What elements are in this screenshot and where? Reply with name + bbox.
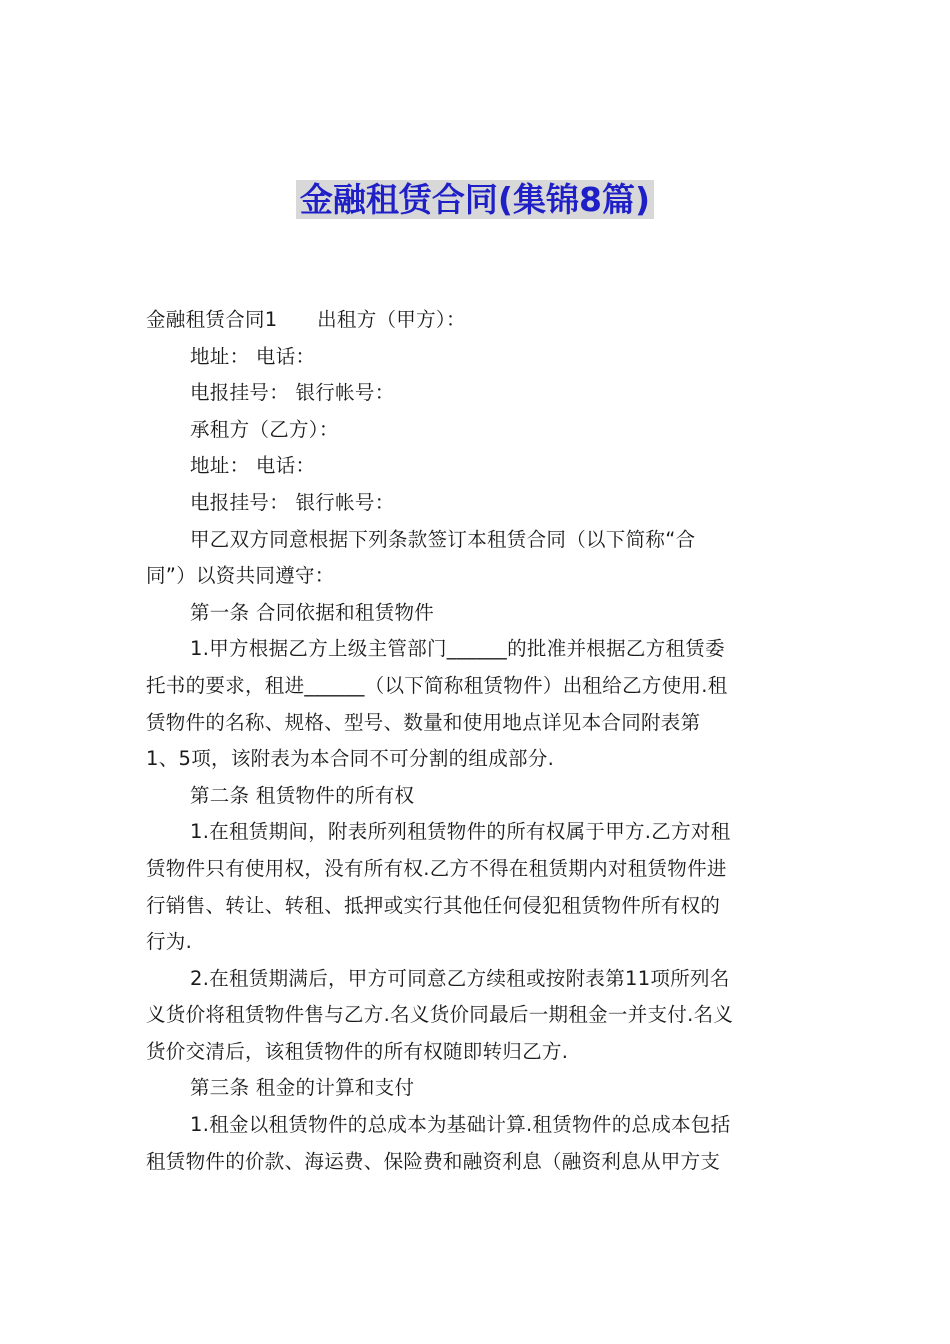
- document-body: [146, 302, 810, 1180]
- text-line: 甲乙双方同意根据下列条款签订本租赁合同（以下简称“合: [190, 527, 696, 551]
- section-heading: 第三条 租金的计算和支付: [190, 1076, 415, 1100]
- text-line: 1、5项，该附表为本合同不可分割的组成部分.: [146, 747, 555, 771]
- title-text: 金融租赁合同(集锦8篇): [296, 180, 654, 219]
- text-line: 货价交清后，该租赁物件的所有权随即转归乙方.: [146, 1039, 569, 1063]
- text-line: 1.在租赁期间，附表所列租赁物件的所有权属于甲方.乙方对租: [190, 820, 731, 844]
- text-line: 1.租金以租赁物件的总成本为基础计算.租赁物件的总成本包括: [190, 1113, 731, 1137]
- text-line: 地址： 电话：: [190, 454, 316, 478]
- text-line: 1.甲方根据乙方上级主管部门______的批准并根据乙方租赁委: [190, 637, 725, 661]
- text-line: 2.在租赁期满后，甲方可同意乙方续租或按附表第11项所列名: [190, 966, 730, 990]
- text-line: 电报挂号： 银行帐号：: [190, 490, 395, 514]
- text-line: 同”）以资共同遵守：: [146, 564, 335, 588]
- text-line: 金融租赁合同1 出租方（甲方）：: [146, 308, 466, 331]
- section-heading: 第二条 租赁物件的所有权: [190, 783, 415, 807]
- text-line: 行销售、转让、转租、抵押或实行其他任何侵犯租赁物件所有权的: [146, 893, 721, 917]
- text-line: 地址： 电话：: [190, 344, 316, 368]
- text-line: 赁物件的名称、规格、型号、数量和使用地点详见本合同附表第: [146, 710, 701, 734]
- text-line: 承租方（乙方）：: [190, 417, 339, 441]
- document-title: [0, 176, 950, 224]
- text-line: 托书的要求，租进______（以下简称租赁物件）出租给乙方使用.租: [146, 673, 728, 697]
- section-heading: 第一条 合同依据和租赁物件: [190, 600, 435, 624]
- text-line: 租赁物件的价款、海运费、保险费和融资利息（融资利息从甲方支: [146, 1149, 721, 1173]
- text-line: 行为.: [146, 930, 193, 954]
- text-line: 电报挂号： 银行帐号：: [190, 381, 395, 405]
- text-line: 义货价将租赁物件售与乙方.名义货价同最后一期租金一并支付.名义: [146, 1003, 734, 1027]
- text-line: 赁物件只有使用权，没有所有权.乙方不得在租赁期内对租赁物件进: [146, 856, 727, 880]
